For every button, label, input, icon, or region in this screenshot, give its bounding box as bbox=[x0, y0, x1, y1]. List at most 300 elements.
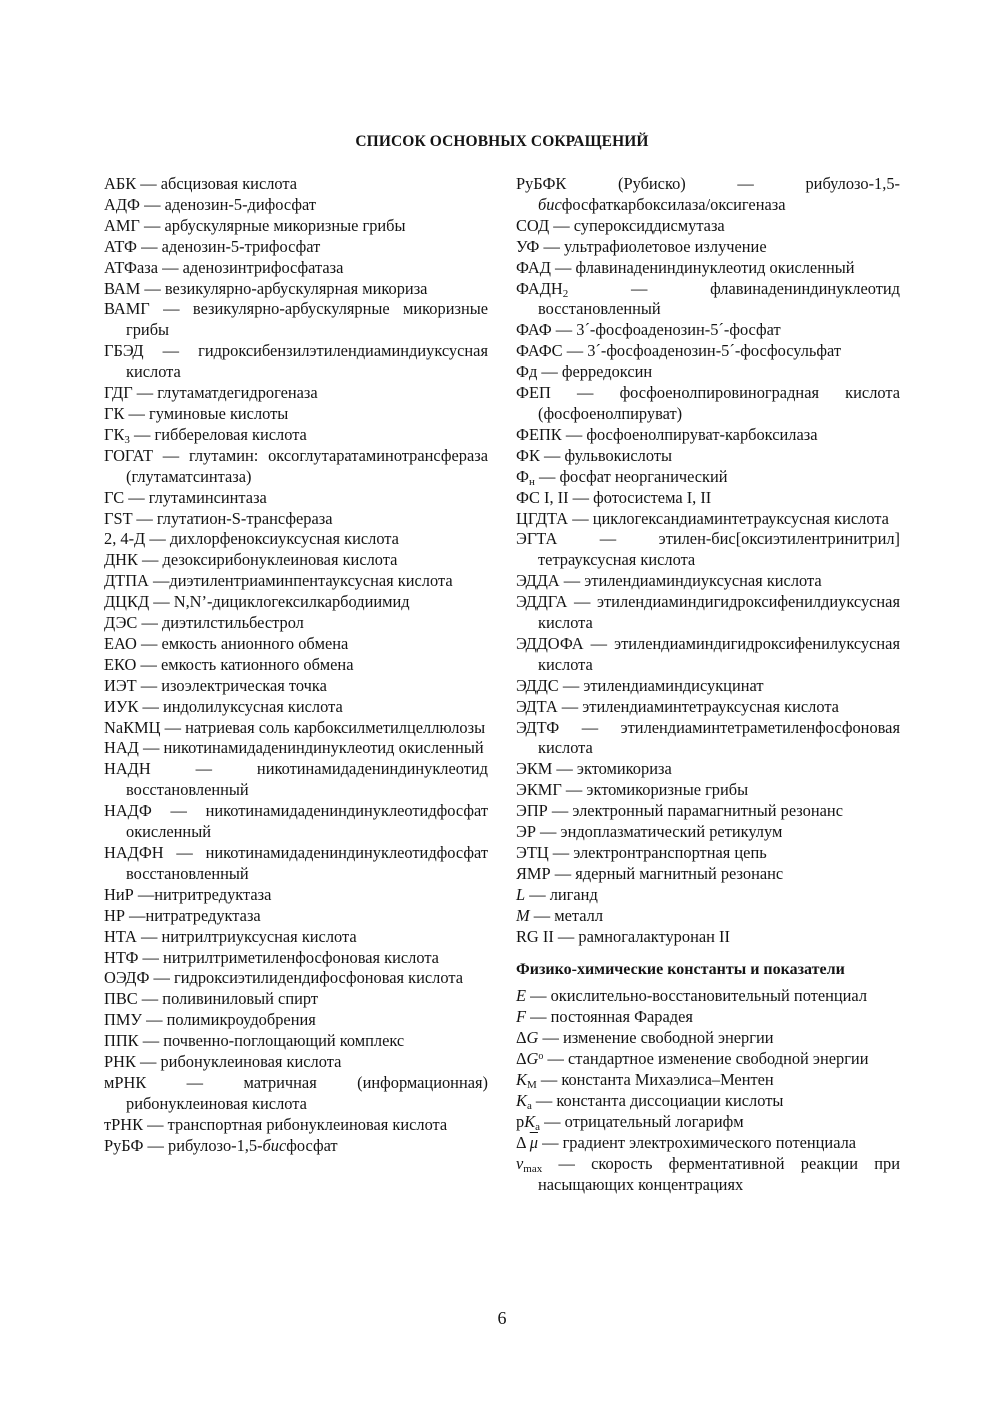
abbreviation-entry bbox=[104, 759, 488, 801]
abbreviation-definition: поливиниловый спирт bbox=[162, 989, 319, 1009]
abbreviation-entry bbox=[104, 613, 488, 634]
abbreviation-term: АМГ bbox=[104, 215, 140, 235]
abbreviation-entry bbox=[104, 383, 488, 404]
abbreviation-entry bbox=[104, 1010, 488, 1031]
abbreviation-definition: нитрилтриметиленфосфоновая кислота bbox=[163, 947, 439, 967]
abbreviation-definition: глутатион-S-трансфераза bbox=[156, 508, 333, 528]
abbreviation-term: ГST bbox=[104, 508, 133, 528]
dash-separator: — bbox=[548, 843, 574, 862]
abbreviation-term: НАДФ bbox=[104, 801, 152, 821]
abbreviation-term: ФАФС bbox=[516, 341, 563, 361]
abbreviation-term: $K_a$ bbox=[516, 1090, 532, 1112]
abbreviation-entry bbox=[104, 1073, 488, 1115]
abbreviation-entry bbox=[516, 1070, 900, 1091]
abbreviation-entry bbox=[516, 425, 900, 446]
dash-separator: — bbox=[537, 1132, 563, 1152]
abbreviation-entry bbox=[516, 467, 900, 488]
dash-separator: — bbox=[552, 759, 577, 779]
abbreviation-definition: глутаматдегидрогеназа bbox=[157, 383, 318, 403]
abbreviation-term: $\Delta G^o$ bbox=[516, 1049, 544, 1069]
abbreviation-definition: емкость анионного обмена bbox=[161, 633, 349, 653]
abbreviation-definition: изменение свободной энергии bbox=[562, 1028, 774, 1048]
abbreviation-term: мРНК bbox=[104, 1072, 147, 1092]
abbreviation-definition: никотинамидадениндинуклеотид окисленный bbox=[163, 738, 484, 758]
abbreviation-term: ОЭДФ bbox=[104, 968, 150, 988]
dash-separator: — bbox=[139, 215, 165, 235]
abbreviation-entry bbox=[516, 634, 900, 676]
abbreviation-term: ГБЭД bbox=[104, 341, 144, 361]
abbreviation-entry bbox=[516, 1007, 900, 1028]
dash-separator: — bbox=[143, 1114, 168, 1134]
abbreviation-term: ЭДТФ bbox=[516, 717, 560, 737]
abbreviation-entry bbox=[104, 1031, 488, 1052]
abbreviation-term: ДЦКД bbox=[104, 592, 150, 612]
abbreviation-term: RG II bbox=[516, 926, 554, 946]
abbreviation-term: АБК bbox=[104, 174, 137, 193]
abbreviation-definition: флавинадениндинуклеотид восстановленный bbox=[538, 278, 900, 319]
dash-separator: — bbox=[138, 696, 163, 716]
abbreviation-term: ФАД bbox=[516, 257, 551, 277]
dash-separator: — bbox=[149, 968, 175, 988]
left-column bbox=[104, 174, 488, 1157]
abbreviation-term: ФЕП bbox=[516, 383, 551, 403]
abbreviation-definition: полимикроудобрения bbox=[166, 1010, 316, 1030]
abbreviation-definition: рибулозо-1,5-бисфосфаткарбоксилаза/оксигеназа bbox=[538, 174, 900, 214]
dash-separator: — bbox=[143, 341, 199, 361]
abbreviation-definition: этилендиаминдисукцинат bbox=[583, 675, 764, 695]
abbreviation-entry bbox=[516, 759, 900, 780]
dash-separator: — bbox=[148, 571, 170, 591]
dash-separator: — bbox=[135, 1052, 161, 1072]
abbreviation-entry bbox=[104, 446, 488, 488]
dash-separator: — bbox=[137, 613, 162, 633]
abbreviation-entry bbox=[104, 843, 488, 885]
abbreviation-term: ФК bbox=[516, 445, 540, 465]
abbreviation-term: НТФ bbox=[104, 947, 139, 967]
abbreviation-entry bbox=[516, 1154, 900, 1196]
abbreviation-definition: лиганд bbox=[549, 884, 598, 904]
abbreviation-entry bbox=[516, 1091, 900, 1112]
abbreviation-entry bbox=[516, 1133, 900, 1154]
dash-separator: — bbox=[539, 236, 564, 256]
abbreviation-term: ФАФ bbox=[516, 320, 552, 340]
abbreviation-term: $v_{max}$ bbox=[516, 1153, 543, 1175]
dash-separator: — bbox=[136, 926, 162, 946]
abbreviation-entry bbox=[516, 216, 900, 237]
abbreviation-term: ЭДТА bbox=[516, 696, 558, 716]
abbreviation-term: ЦГДТА bbox=[516, 508, 569, 528]
abbreviation-definition: 3´-фосфоаденозин-5´-фосфосульфат bbox=[587, 341, 842, 361]
right-abbreviation-list bbox=[516, 174, 900, 948]
abbreviation-term: АТФаза bbox=[104, 257, 159, 277]
abbreviation-entry bbox=[516, 676, 900, 697]
abbreviation-definition: рибонуклеиновая кислота bbox=[160, 1052, 342, 1072]
abbreviation-definition: везикулярно-арбускулярные микоризные грибы bbox=[126, 299, 488, 340]
abbreviation-term: СОД bbox=[516, 215, 550, 235]
abbreviation-definition: окислительно-восстановительный потенциал bbox=[550, 986, 868, 1006]
abbreviation-entry bbox=[104, 948, 488, 969]
abbreviation-entry bbox=[104, 927, 488, 948]
abbreviation-definition: рибулозо-1,5-бисфосфат bbox=[168, 1135, 338, 1155]
dash-separator: — bbox=[539, 445, 565, 465]
page-number: 6 bbox=[497, 1308, 507, 1328]
abbreviation-definition: глутаминсинтаза bbox=[148, 487, 267, 507]
dash-separator: — bbox=[153, 445, 189, 465]
dash-separator: — bbox=[136, 654, 161, 674]
abbreviation-entry bbox=[104, 488, 488, 509]
abbreviation-entry bbox=[104, 550, 488, 571]
dash-separator: — bbox=[160, 717, 186, 737]
abbreviation-definition: ядерный магнитный резонанс bbox=[575, 863, 784, 883]
abbreviation-entry bbox=[516, 237, 900, 258]
dash-separator: — bbox=[531, 1090, 557, 1110]
dash-separator: — bbox=[146, 1072, 244, 1092]
abbreviation-definition: нитрилтриуксусная кислота bbox=[161, 926, 357, 946]
dash-separator: — bbox=[685, 174, 806, 193]
abbreviation-definition: постоянная Фарадея bbox=[550, 1007, 693, 1027]
abbreviation-definition: везикулярно-арбускулярная микориза bbox=[164, 278, 428, 298]
abbreviation-definition: гидроксиэтилидендифосфоновая кислота bbox=[174, 968, 463, 988]
abbreviation-definition: флавинадениндинуклеотид окисленный bbox=[575, 257, 855, 277]
abbreviation-entry bbox=[516, 446, 900, 467]
dash-separator: — bbox=[553, 926, 579, 946]
abbreviation-entry bbox=[516, 801, 900, 822]
abbreviation-definition: этилендиаминдигидроксифенилуксусная кислота bbox=[538, 633, 900, 674]
abbreviation-term: ДТПА bbox=[104, 571, 149, 591]
abbreviation-entry bbox=[104, 676, 488, 697]
dash-separator: — bbox=[151, 801, 206, 821]
abbreviation-definition: дезоксирибонуклеиновая кислота bbox=[162, 550, 398, 570]
abbreviation-entry bbox=[516, 488, 900, 509]
dash-separator: — bbox=[149, 299, 193, 319]
abbreviation-entry bbox=[104, 592, 488, 613]
abbreviation-term: ЭДДС bbox=[516, 675, 559, 695]
abbreviation-term: ПМУ bbox=[104, 1010, 143, 1030]
abbreviation-entry bbox=[104, 655, 488, 676]
abbreviation-definition: фульвокислоты bbox=[564, 445, 672, 465]
dash-separator: — bbox=[136, 675, 162, 695]
abbreviation-entry bbox=[516, 718, 900, 760]
abbreviation-term: ЭПР bbox=[516, 801, 548, 821]
abbreviation-term: 2, 4-Д bbox=[104, 529, 146, 549]
abbreviation-term: E bbox=[516, 986, 527, 1006]
dash-separator: — bbox=[557, 529, 659, 549]
abbreviation-term: NaКМЦ bbox=[104, 717, 161, 737]
abbreviation-term: ΔG bbox=[516, 1028, 539, 1048]
abbreviation-definition: этилендиаминдиуксусная кислота bbox=[584, 571, 822, 591]
abbreviation-entry bbox=[104, 237, 488, 258]
abbreviation-term: АДФ bbox=[104, 194, 140, 214]
abbreviation-term: ГДГ bbox=[104, 383, 133, 403]
abbreviation-term: НиР bbox=[104, 884, 134, 904]
abbreviation-term: НАДН bbox=[104, 759, 151, 779]
abbreviation-term: L bbox=[516, 884, 526, 904]
right-column bbox=[516, 174, 900, 1196]
abbreviation-entry bbox=[104, 425, 488, 446]
abbreviation-definition: аденозинтрифосфатаза bbox=[182, 257, 344, 277]
abbreviation-term: тРНК bbox=[104, 1114, 144, 1134]
dash-separator: — bbox=[138, 1031, 164, 1051]
abbreviation-term: УФ bbox=[516, 236, 540, 256]
dash-separator: — bbox=[133, 884, 155, 904]
abbreviation-definition: константа Михаэлиса–Ментен bbox=[561, 1070, 774, 1090]
abbreviation-term: ИЭТ bbox=[104, 675, 137, 695]
abbreviation-definition: никотинамидадениндинуклеотидфосфат восстановленный bbox=[126, 843, 488, 883]
abbreviation-entry bbox=[104, 968, 488, 989]
dash-separator: — bbox=[562, 341, 588, 361]
dash-separator: — bbox=[549, 215, 574, 235]
abbreviation-term: ПВС bbox=[104, 989, 138, 1009]
abbreviation-term: РНК bbox=[104, 1052, 136, 1072]
abbreviation-entry bbox=[104, 1136, 488, 1157]
abbreviation-entry bbox=[104, 634, 488, 655]
abbreviation-entry bbox=[516, 509, 900, 530]
abbreviation-entry bbox=[516, 592, 900, 634]
abbreviation-entry bbox=[516, 906, 900, 927]
abbreviation-term: ВАМ bbox=[104, 278, 141, 298]
dash-separator: — bbox=[535, 822, 561, 842]
abbreviation-term: РуБФ bbox=[104, 1135, 144, 1155]
abbreviation-definition: изоэлектрическая точка bbox=[161, 675, 327, 695]
abbreviation-definition: эндоплазматический ретикулум bbox=[560, 822, 783, 842]
dash-separator: — bbox=[550, 257, 576, 277]
dash-separator: — bbox=[542, 1153, 592, 1173]
abbreviation-entry bbox=[104, 738, 488, 759]
abbreviation-term: ДЭС bbox=[104, 613, 138, 633]
abbreviation-definition: гидроксибензилэтилендиаминдиуксусная кислота bbox=[126, 341, 488, 382]
abbreviation-term: ЭР bbox=[516, 822, 536, 842]
abbreviation-entry bbox=[104, 571, 488, 592]
abbreviation-entry bbox=[516, 1049, 900, 1070]
dash-separator: — bbox=[550, 863, 576, 883]
abbreviation-definition: 3´-фосфоаденозин-5´-фосфат bbox=[576, 320, 781, 340]
dash-separator: — bbox=[137, 550, 163, 570]
abbreviation-definition: эктомикоризные грибы bbox=[586, 780, 749, 800]
dash-separator: — bbox=[536, 1070, 562, 1090]
abbreviation-entry bbox=[516, 320, 900, 341]
abbreviation-definition: ультрафиолетовое излучение bbox=[563, 236, 767, 256]
abbreviation-definition: емкость катионного обмена bbox=[160, 654, 354, 674]
abbreviation-entry bbox=[516, 529, 900, 571]
abbreviation-definition: диэтилентриаминпентауксусная кислота bbox=[169, 571, 453, 591]
abbreviation-definition: фосфат неорганический bbox=[559, 466, 728, 486]
abbreviation-definition: градиент электрохимического потенциала bbox=[562, 1132, 857, 1152]
dash-separator: — bbox=[561, 780, 587, 800]
abbreviation-definition: ферредоксин bbox=[561, 362, 653, 382]
abbreviation-entry bbox=[104, 529, 488, 550]
dash-separator: — bbox=[583, 633, 615, 653]
constants-heading: Физико-химические константы и показатели bbox=[516, 960, 845, 978]
abbreviation-definition: аденозин-5-дифосфат bbox=[164, 194, 316, 214]
abbreviation-term: ФЕПК bbox=[516, 424, 562, 444]
dash-separator: — bbox=[142, 1010, 167, 1030]
abbreviation-term: ЕКО bbox=[104, 654, 137, 674]
abbreviation-entry bbox=[516, 258, 900, 279]
dash-separator: — bbox=[525, 884, 550, 904]
abbreviation-term: АТФ bbox=[104, 236, 137, 256]
abbreviation-entry bbox=[516, 1028, 900, 1049]
abbreviation-term: ЭГТА bbox=[516, 529, 558, 549]
abbreviation-entry bbox=[104, 174, 488, 195]
abbreviation-term: ЭДДА bbox=[516, 571, 560, 591]
dash-separator: — bbox=[163, 843, 206, 862]
dash-separator: — bbox=[124, 403, 150, 423]
abbreviation-term: ФС I, II bbox=[516, 487, 569, 507]
abbreviation-entry bbox=[516, 864, 900, 885]
abbreviation-definition: индолилуксусная кислота bbox=[162, 696, 343, 716]
abbreviation-definition: этилендиаминтетрауксусная кислота bbox=[582, 696, 839, 716]
dash-separator: — bbox=[124, 487, 149, 507]
abbreviation-definition: диэтилстильбестрол bbox=[161, 613, 304, 633]
abbreviation-entry bbox=[104, 404, 488, 425]
dash-separator: — bbox=[543, 1049, 568, 1069]
abbreviation-definition: почвенно-поглощающий комплекс bbox=[163, 1031, 405, 1051]
dash-separator: — bbox=[568, 278, 711, 298]
abbreviation-definition: гиббереловая кислота bbox=[154, 424, 307, 444]
dash-separator: — bbox=[550, 383, 620, 403]
constants-list bbox=[516, 986, 900, 1195]
dash-separator: — bbox=[140, 278, 165, 298]
dash-separator: — bbox=[537, 362, 562, 382]
abbreviation-definition: отрицательный логарифм bbox=[564, 1111, 744, 1131]
abbreviation-definition: супероксиддисмутаза bbox=[573, 215, 725, 235]
abbreviation-definition: фосфоенолпируват-карбоксилаза bbox=[586, 424, 818, 444]
abbreviation-entry bbox=[516, 174, 900, 216]
abbreviation-entry bbox=[516, 986, 900, 1007]
abbreviation-entry bbox=[516, 571, 900, 592]
abbreviation-definition: фосфоенолпировиноградная кислота (фосфоенолпируват) bbox=[538, 383, 900, 423]
abbreviation-term: $ФАДН_2$ bbox=[516, 278, 569, 300]
abbreviation-definition: матричная (информационная) рибонуклеиновая кислота bbox=[126, 1072, 488, 1113]
abbreviation-entry bbox=[104, 509, 488, 530]
dash-separator: — bbox=[136, 633, 162, 653]
abbreviation-definition: этилен-бис[оксиэтилентринитрил] тетрауксусная кислота bbox=[538, 529, 900, 570]
abbreviation-definition: арбускулярные микоризные грибы bbox=[164, 215, 406, 235]
abbreviation-entry bbox=[104, 195, 488, 216]
abbreviation-definition: нитритредуктаза bbox=[154, 884, 272, 904]
abbreviation-term: $K_M$ bbox=[516, 1070, 537, 1092]
abbreviation-term: ДНК bbox=[104, 550, 138, 570]
abbreviation-entry bbox=[516, 383, 900, 425]
dash-separator: — bbox=[534, 466, 560, 486]
dash-separator: — bbox=[143, 1135, 169, 1155]
dash-separator: — bbox=[568, 508, 593, 528]
dash-separator: — bbox=[149, 592, 174, 612]
abbreviation-entry bbox=[516, 341, 900, 362]
dash-separator: — bbox=[540, 1111, 565, 1131]
abbreviation-term: Δ $\overline{\mu}$ bbox=[516, 1132, 538, 1152]
abbreviation-term: ЭДДОФА bbox=[516, 633, 584, 653]
abbreviation-term: F bbox=[516, 1007, 527, 1027]
abbreviation-term: ВАМГ bbox=[104, 299, 150, 319]
abbreviation-definition: никотинамидадениндинуклеотидфосфат окисленный bbox=[126, 801, 488, 842]
dash-separator: — bbox=[138, 947, 164, 967]
abbreviation-entry bbox=[516, 362, 900, 383]
abbreviation-entry bbox=[516, 927, 900, 948]
dash-separator: — bbox=[158, 257, 183, 277]
dash-separator: — bbox=[139, 194, 165, 214]
abbreviation-entry bbox=[104, 279, 488, 300]
abbreviation-term: ЭТЦ bbox=[516, 843, 549, 862]
abbreviation-term: $Ф_н$ bbox=[516, 466, 535, 488]
abbreviation-entry bbox=[104, 885, 488, 906]
abbreviation-entry bbox=[104, 299, 488, 341]
abbreviation-term: РуБФК (Рубиско) bbox=[516, 174, 686, 193]
dash-separator: — bbox=[559, 717, 621, 737]
abbreviation-term: ЭДДГА bbox=[516, 592, 568, 612]
abbreviation-entry bbox=[104, 341, 488, 383]
abbreviation-entry bbox=[104, 989, 488, 1010]
abbreviation-term: НАДФН bbox=[104, 843, 164, 862]
abbreviation-term: ППК bbox=[104, 1031, 139, 1051]
abbreviation-definition: этилендиаминдигидроксифенилдиуксусная кислота bbox=[538, 592, 900, 633]
abbreviation-entry bbox=[516, 843, 900, 864]
abbreviation-term: ГС bbox=[104, 487, 125, 507]
dash-separator: — bbox=[526, 986, 551, 1006]
abbreviation-definition: рамногалактуронан II bbox=[578, 926, 730, 946]
abbreviation-definition: N,N’-дициклогексилкарбодиимид bbox=[173, 592, 410, 612]
abbreviation-term: Фд bbox=[516, 362, 538, 382]
abbreviation-definition: аденозин-5-трифосфат bbox=[161, 236, 321, 256]
dash-separator: — bbox=[138, 738, 164, 758]
abbreviation-term: ИУК bbox=[104, 696, 139, 716]
abbreviation-definition: этилендиаминтетраметиленфосфоновая кислота bbox=[538, 717, 900, 758]
abbreviation-definition: глутамин: оксоглутаратаминотрансфераза (глутаматсинтаза) bbox=[126, 445, 488, 486]
abbreviation-definition: нитратредуктаза bbox=[145, 905, 261, 925]
dash-separator: — bbox=[150, 759, 257, 779]
abbreviation-definition: эктомикориза bbox=[576, 759, 672, 779]
abbreviation-term: НАД bbox=[104, 738, 139, 758]
dash-separator: — bbox=[137, 989, 163, 1009]
abbreviation-definition: стандартное изменение свободной энергии bbox=[567, 1049, 869, 1069]
dash-separator: — bbox=[124, 905, 146, 925]
abbreviation-entry bbox=[516, 279, 900, 321]
dash-separator: — bbox=[551, 320, 577, 340]
dash-separator: — bbox=[561, 424, 587, 444]
abbreviation-term: НТА bbox=[104, 926, 137, 946]
abbreviation-term: M bbox=[516, 905, 530, 925]
abbreviation-entry bbox=[516, 780, 900, 801]
abbreviation-term: ЭКМГ bbox=[516, 780, 562, 800]
abbreviation-entry bbox=[104, 801, 488, 843]
abbreviation-entry bbox=[516, 822, 900, 843]
abbreviation-entry bbox=[104, 1115, 488, 1136]
abbreviation-term: $pK_a$ bbox=[516, 1111, 541, 1133]
abbreviation-entry bbox=[104, 906, 488, 927]
dash-separator: — bbox=[526, 1007, 551, 1027]
dash-separator: — bbox=[129, 424, 155, 444]
abbreviation-entry bbox=[104, 718, 488, 739]
abbreviation-definition: никотинамидадениндинуклеотид восстановленный bbox=[126, 759, 488, 800]
abbreviation-entry bbox=[104, 1052, 488, 1073]
abbreviation-term: НР bbox=[104, 905, 125, 925]
abbreviation-entry bbox=[104, 697, 488, 718]
abbreviation-entry bbox=[516, 885, 900, 906]
dash-separator: — bbox=[132, 383, 158, 403]
abbreviation-term: $ГК_3$ bbox=[104, 424, 130, 446]
abbreviation-term: ЯМР bbox=[516, 863, 551, 883]
dash-separator: — bbox=[557, 696, 583, 716]
abbreviation-term: ГОГАТ bbox=[104, 445, 154, 465]
abbreviation-definition: абсцизовая кислота bbox=[160, 174, 298, 193]
dash-separator: — bbox=[137, 236, 162, 256]
abbreviation-term: ГК bbox=[104, 403, 125, 423]
dash-separator: — bbox=[132, 508, 157, 528]
dash-separator: — bbox=[136, 174, 161, 193]
dash-separator: — bbox=[529, 905, 555, 925]
dash-separator: — bbox=[538, 1028, 563, 1048]
abbreviation-definition: константа диссоциации кислоты bbox=[556, 1090, 784, 1110]
